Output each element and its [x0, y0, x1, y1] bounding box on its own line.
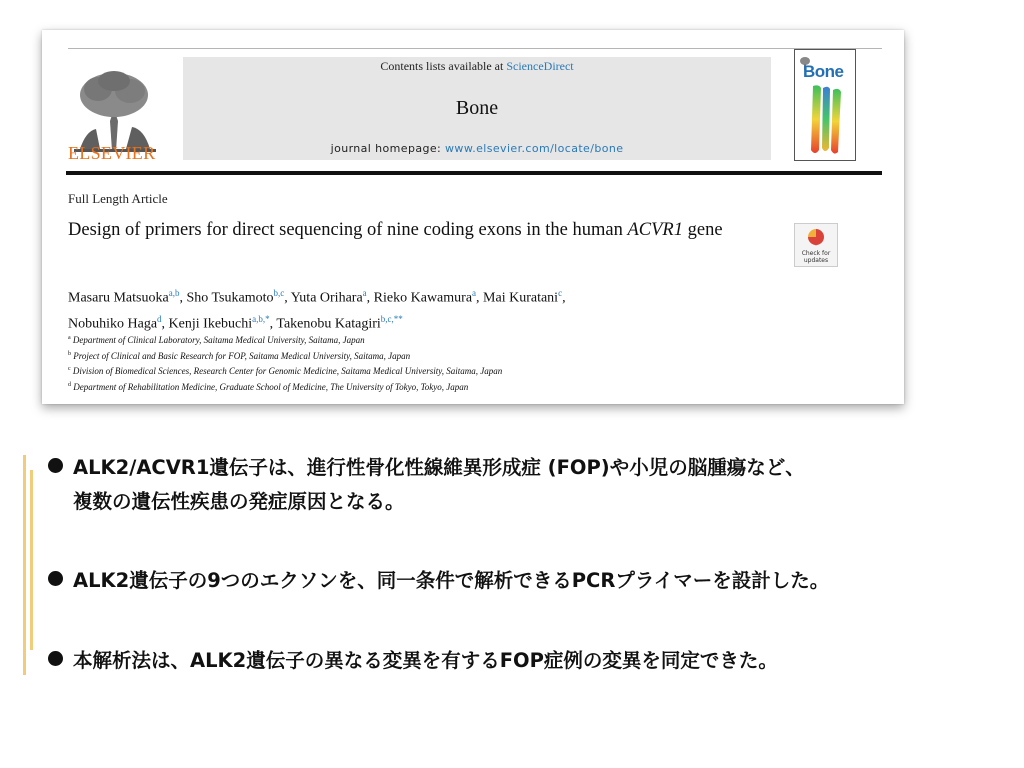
article-title	[68, 218, 780, 243]
bullet-dot-icon	[48, 571, 63, 586]
author-affil-sup[interactable]: c	[558, 288, 563, 298]
affiliation-sup: d	[68, 381, 71, 388]
affiliation-sup: a	[68, 335, 71, 341]
bullet-point	[48, 452, 805, 480]
check-updates-label: Check for updates	[801, 250, 831, 264]
bullet-text: ALK2遺伝子の9つのエクソンを、同一条件で解析できるPCRプライマーを設計した。	[73, 569, 830, 592]
author-affil-sup[interactable]: a,b,*	[252, 313, 270, 324]
affiliation-item	[68, 332, 808, 348]
affiliation-item	[68, 363, 808, 379]
title-part-1: Design of primers for direct sequencing of nine coding exons in the human	[68, 220, 628, 240]
affiliation-list	[68, 332, 808, 394]
author-name: Takenobu Katagiri	[276, 316, 381, 332]
publisher-name: ELSEVIER	[68, 143, 156, 163]
contents-prefix: Contents lists available at	[380, 59, 507, 73]
homepage-prefix: journal homepage:	[330, 142, 446, 155]
affiliation-sup: b	[68, 350, 71, 357]
author-affil-sup[interactable]: b,c,**	[380, 313, 403, 324]
sciencedirect-link[interactable]: ScienceDirect	[506, 59, 574, 73]
author-name: Nobuhiko Haga	[68, 316, 158, 332]
bullet-dot-icon	[48, 458, 63, 473]
affiliation-item	[68, 348, 808, 364]
bullet-text: ALK2/ACVR1遺伝子は、進行性骨化性線維異形成症 (FOP)や小児の脳腫瘍など、	[73, 456, 805, 479]
affiliation-text: Division of Biomedical Sciences, Research Center for Genomic Medicine, Saitama Medical University, Saitama, Japan	[72, 366, 503, 376]
title-gene: ACVR1	[627, 220, 683, 240]
author-affil-sup[interactable]: d	[157, 313, 162, 324]
contents-line	[183, 59, 771, 74]
title-part-2: gene	[682, 220, 723, 240]
homepage-line	[183, 142, 771, 155]
bullet-text: 本解析法は、ALK2遺伝子の異なる変異を有するFOP症例の変異を同定できた。	[73, 649, 778, 672]
author-list: Masaru Matsuoka$^{a,b}$, Sho Tsukamoto$^{b,c}$, Yuta Orihara$^a$, Rieko Kawamura$^a$, Mai Kuratani$^c$, Nobuhiko Haga$^d$, Kenji Ikebuchi$^{a,b,*}$, Takenobu Katagiri$^{b,c,**}$	[68, 288, 566, 332]
cover-title: Bone	[803, 62, 844, 81]
author-name: Yuta Orihara	[290, 290, 363, 306]
bullet-point	[48, 565, 829, 593]
affiliation-text: Department of Clinical Laboratory, Saitama Medical University, Saitama, Japan	[72, 335, 365, 345]
journal-cover-thumbnail	[794, 49, 856, 161]
affiliation-text: Department of Rehabilitation Medicine, Graduate School of Medicine, The University of Tokyo, Tokyo, Japan	[73, 381, 469, 392]
header-thick-rule	[66, 171, 882, 175]
check-for-updates-badge[interactable]	[794, 223, 838, 267]
affiliation-sup: c	[68, 366, 71, 372]
accent-bar	[23, 455, 26, 675]
article-type: Full Length Article	[68, 191, 168, 206]
author-name: Mai Kuratani	[483, 290, 559, 306]
bullet-text: 複数の遺伝性疾患の発症原因となる。	[73, 490, 405, 513]
top-rule	[68, 48, 882, 49]
author-name: Masaru Matsuoka	[68, 290, 169, 306]
author-affil-sup[interactable]: a	[472, 288, 477, 298]
bullet-dot-icon	[48, 651, 63, 666]
author-name: Rieko Kawamura	[373, 290, 473, 306]
affiliation-item	[68, 379, 808, 395]
homepage-link[interactable]: www.elsevier.com/locate/bone	[445, 142, 624, 155]
author-affil-sup[interactable]: b,c	[273, 288, 285, 298]
journal-title: Bone	[455, 97, 499, 119]
check-updates-icon	[807, 228, 825, 248]
author-name: Kenji Ikebuchi	[168, 316, 253, 332]
accent-bar	[30, 470, 33, 650]
author-affil-sup[interactable]: a,b	[168, 288, 180, 298]
bullet-point	[48, 645, 778, 673]
journal-banner	[183, 57, 771, 160]
bullet-continuation	[73, 486, 405, 514]
affiliation-text: Project of Clinical and Basic Research for FOP, Saitama Medical University, Saitama, Japan	[73, 350, 411, 361]
author-name: Sho Tsukamoto	[186, 290, 274, 306]
author-affil-sup[interactable]: a	[362, 288, 367, 298]
bone-illustration	[809, 84, 845, 156]
paper-header-screenshot	[42, 30, 904, 404]
